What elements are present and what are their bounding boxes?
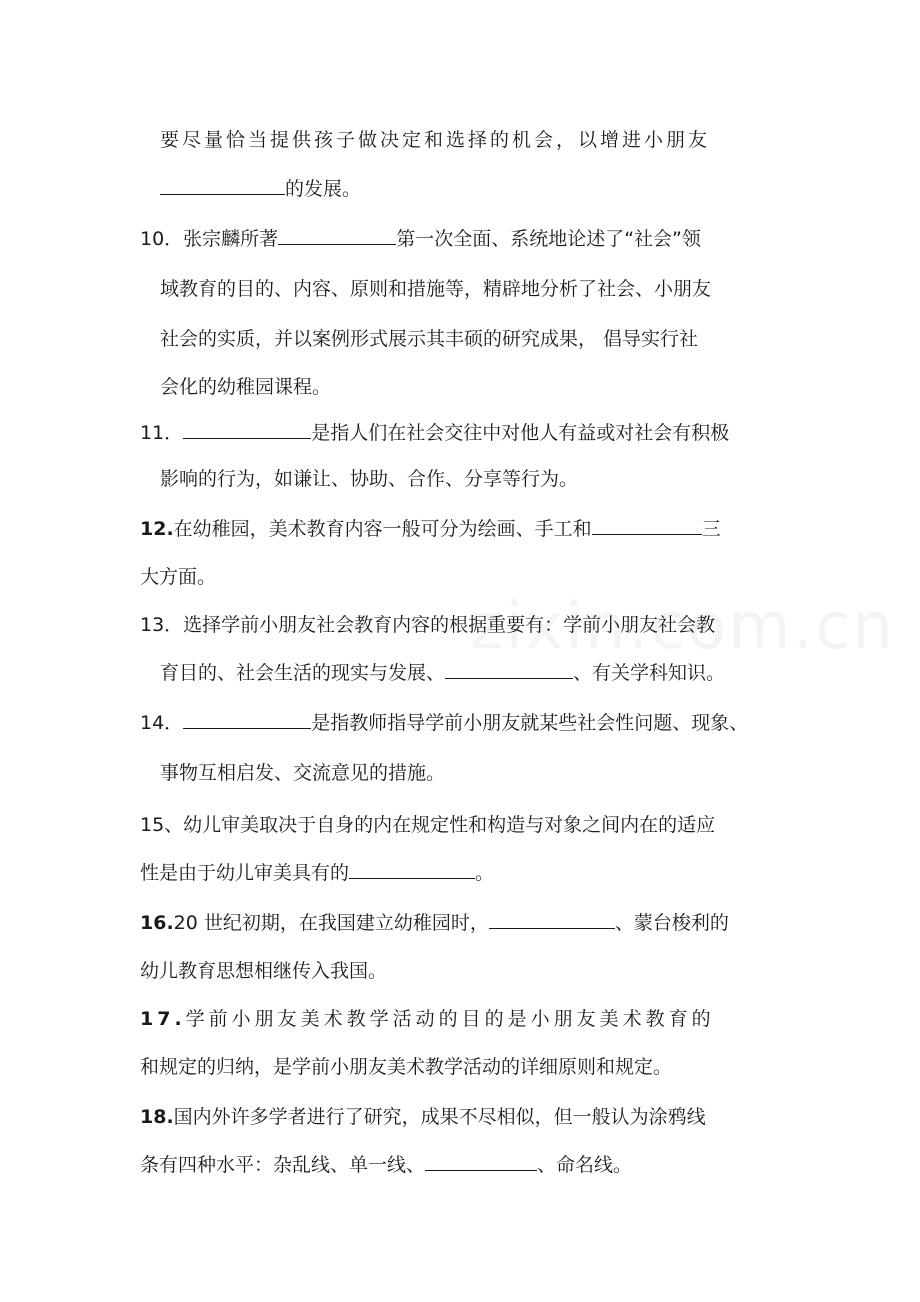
- question-12: [140, 516, 721, 542]
- answer-blank[interactable]: [592, 516, 702, 535]
- question-text: 13．选择学前小朋友社会教育内容的根据重要有：学前小朋友社会教: [140, 614, 716, 636]
- question-text: 15、幼儿审美取决于自身的内在规定性和构造与对象之间内在的适应: [140, 814, 716, 836]
- question-text: 性是由于幼儿审美具有的: [140, 862, 350, 884]
- question-11: [140, 420, 729, 446]
- question-text: 是指教师指导学前小朋友就某些社会性问题、现象、: [311, 712, 749, 734]
- question-text: 要尽量恰当提供孩子做决定和选择的机会，以增进小朋友: [160, 129, 711, 151]
- answer-blank[interactable]: [160, 176, 285, 195]
- question-text: 育目的、社会生活的现实与发展、: [160, 662, 446, 684]
- question-text: 条有四种水平：杂乱线、单一线、: [140, 1154, 426, 1176]
- question-text: 事物互相启发、交流意见的措施。: [160, 762, 446, 784]
- text-line: [160, 176, 361, 202]
- text-line: [160, 276, 711, 302]
- answer-blank[interactable]: [425, 1152, 537, 1171]
- question-16: [140, 910, 729, 936]
- question-17: [140, 1006, 715, 1032]
- question-text: 第一次全面、系统地论述了“社会”领: [396, 228, 701, 250]
- question-text: 社会的实质，并以案例形式展示其丰硕的研究成果， 倡导实行社: [160, 328, 699, 350]
- question-text: 大方面。: [140, 566, 217, 588]
- question-text: 影响的行为，如谦让、协助、合作、分享等行为。: [160, 468, 579, 490]
- text-line: [140, 1152, 632, 1178]
- question-number: 11．: [140, 422, 184, 444]
- question-text: 三: [701, 518, 721, 540]
- question-text: 、有关学科知识。: [573, 662, 726, 684]
- question-14: [140, 710, 748, 736]
- text-line: [160, 326, 698, 352]
- question-text: 幼儿教育思想相继传入我国。: [140, 960, 388, 982]
- question-text: 、命名线。: [537, 1154, 633, 1176]
- question-number: 16.: [140, 912, 174, 934]
- text-line: [160, 374, 331, 400]
- text-line: [140, 860, 494, 886]
- text-line: [140, 1054, 672, 1080]
- text-line: [140, 958, 387, 984]
- answer-blank[interactable]: [445, 660, 573, 679]
- question-text: 。: [475, 862, 495, 884]
- answer-blank[interactable]: [183, 710, 311, 729]
- question-text: 是指人们在社会交往中对他人有益或对社会有积极: [311, 422, 730, 444]
- question-number: 12.: [140, 518, 174, 540]
- question-text: 国内外许多学者进行了研究，成果不尽相似，但一般认为涂鸦线: [173, 1106, 706, 1128]
- question-number: 18.: [140, 1106, 174, 1128]
- text-line: [160, 760, 445, 786]
- question-text: 域教育的目的、内容、原则和措施等，精辟地分析了社会、小朋友: [160, 278, 712, 300]
- answer-blank[interactable]: [278, 226, 396, 245]
- question-text: 和规定的归纳，是学前小朋友美术教学活动的详细原则和规定。: [140, 1056, 673, 1078]
- question-13: [140, 612, 715, 638]
- text-line: [160, 127, 780, 153]
- answer-blank[interactable]: [349, 860, 475, 879]
- question-text: 学前小朋友美术教学活动的目的是小朋友美术教育的: [185, 1008, 715, 1030]
- text-line: [140, 564, 216, 590]
- question-text: 10．张宗麟所著: [140, 228, 279, 250]
- question-15: [140, 812, 715, 838]
- question-18: [140, 1104, 706, 1130]
- text-line: [160, 660, 725, 686]
- question-number: 14．: [140, 712, 184, 734]
- answer-blank[interactable]: [183, 420, 311, 439]
- question-text: 的发展。: [285, 178, 362, 200]
- question-10: [140, 226, 701, 252]
- question-number: 17.: [140, 1008, 186, 1030]
- question-text: 会化的幼稚园课程。: [160, 376, 332, 398]
- text-line: [160, 466, 578, 492]
- answer-blank[interactable]: [489, 910, 615, 929]
- question-text: 在幼稚园，美术教育内容一般可分为绘画、手工和: [173, 518, 592, 540]
- question-text: 20 世纪初期，在我国建立幼稚园时，: [173, 912, 489, 934]
- question-text: 、蒙台梭利的: [614, 912, 729, 934]
